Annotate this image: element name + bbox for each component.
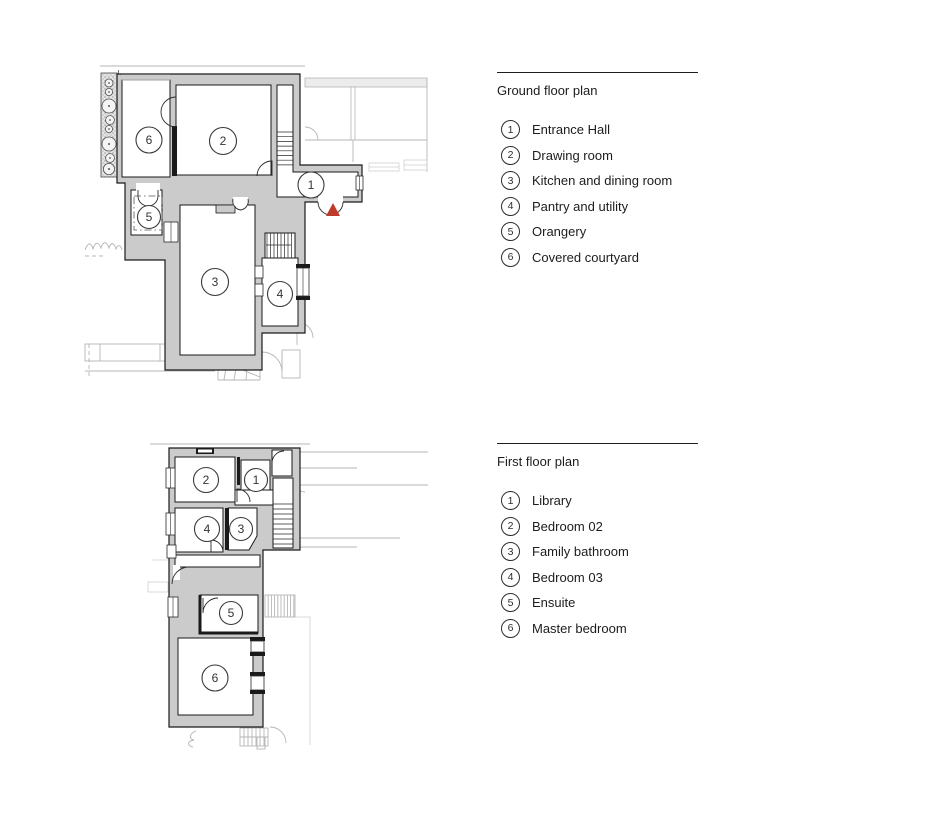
legend-item [497, 197, 698, 216]
legend-label: Bedroom 03 [532, 569, 603, 585]
room-marker-bedroom-02 [194, 468, 219, 493]
legend-item [497, 146, 698, 165]
legend-item [497, 517, 698, 536]
svg-text:1: 1 [252, 473, 260, 487]
legend-item [497, 542, 698, 561]
legend-item [497, 120, 698, 139]
legend-divider [497, 72, 698, 73]
room-marker-ensuite [220, 602, 243, 625]
svg-text:3: 3 [211, 275, 219, 289]
legend-label: Drawing room [532, 147, 613, 163]
svg-text:6: 6 [211, 671, 219, 685]
legend-number-badge: 4 [501, 568, 520, 587]
legend-number-badge: 2 [501, 517, 520, 536]
first-floor-legend-list [497, 491, 698, 638]
room-marker-drawing-room [210, 128, 237, 155]
svg-text:5: 5 [145, 210, 153, 224]
legend-label: Covered courtyard [532, 249, 639, 265]
wall-partition [172, 126, 177, 176]
legend-item [497, 171, 698, 190]
ground-floor-legend [497, 72, 698, 273]
first-floor-legend [497, 443, 698, 644]
ground-floor-plan-drawing [83, 58, 433, 388]
room-marker-pantry [268, 282, 293, 307]
legend-number-badge: 5 [501, 222, 520, 241]
ground-floor-legend-title: Ground floor plan [497, 83, 598, 98]
svg-text:4: 4 [203, 522, 211, 536]
room-marker-bedroom-03 [195, 517, 220, 542]
legend-label: Family bathroom [532, 544, 629, 559]
legend-label: Orangery [532, 224, 587, 239]
legend-item [497, 568, 698, 587]
legend-label: Library [532, 493, 572, 508]
legend-number-badge: 6 [501, 248, 520, 267]
room-marker-library [245, 469, 268, 492]
legend-label: Kitchen and dining room [532, 173, 673, 188]
room-marker-kitchen [202, 269, 229, 296]
legend-number-badge: 3 [501, 171, 520, 190]
ground-floor-legend-list [497, 120, 698, 267]
room-marker-orangery [138, 206, 161, 229]
legend-label: Bedroom 02 [532, 518, 603, 534]
legend-number-badge: 6 [501, 619, 520, 638]
legend-item [497, 248, 698, 267]
svg-text:2: 2 [202, 473, 210, 487]
room-marker-covered-courtyard [136, 127, 162, 153]
legend-item [497, 593, 698, 612]
entrance-marker [326, 203, 340, 216]
svg-text:5: 5 [227, 606, 235, 620]
planting-strip [101, 70, 119, 184]
svg-text:6: 6 [145, 133, 153, 147]
legend-item [497, 222, 698, 241]
svg-text:2: 2 [219, 134, 227, 148]
legend-number-badge: 5 [501, 593, 520, 612]
legend-label: Entrance Hall [532, 122, 611, 137]
svg-text:4: 4 [276, 287, 284, 301]
svg-text:3: 3 [237, 522, 245, 536]
legend-number-badge: 4 [501, 197, 520, 216]
legend-number-badge: 1 [501, 491, 520, 510]
legend-item [497, 491, 698, 510]
legend-label: Master bedroom [532, 620, 627, 636]
legend-label: Pantry and utility [532, 198, 629, 214]
legend-number-badge: 1 [501, 120, 520, 139]
room-marker-master-bedroom [202, 665, 228, 691]
legend-number-badge: 2 [501, 146, 520, 165]
svg-text:1: 1 [307, 178, 315, 192]
room-marker-entrance-hall [298, 172, 324, 198]
legend-label: Ensuite [532, 595, 576, 610]
legend-divider [497, 443, 698, 444]
room-marker-family-bathroom [230, 518, 253, 541]
legend-number-badge: 3 [501, 542, 520, 561]
legend-item [497, 619, 698, 638]
first-floor-plan-drawing [145, 438, 435, 763]
first-floor-legend-title: First floor plan [497, 454, 580, 469]
